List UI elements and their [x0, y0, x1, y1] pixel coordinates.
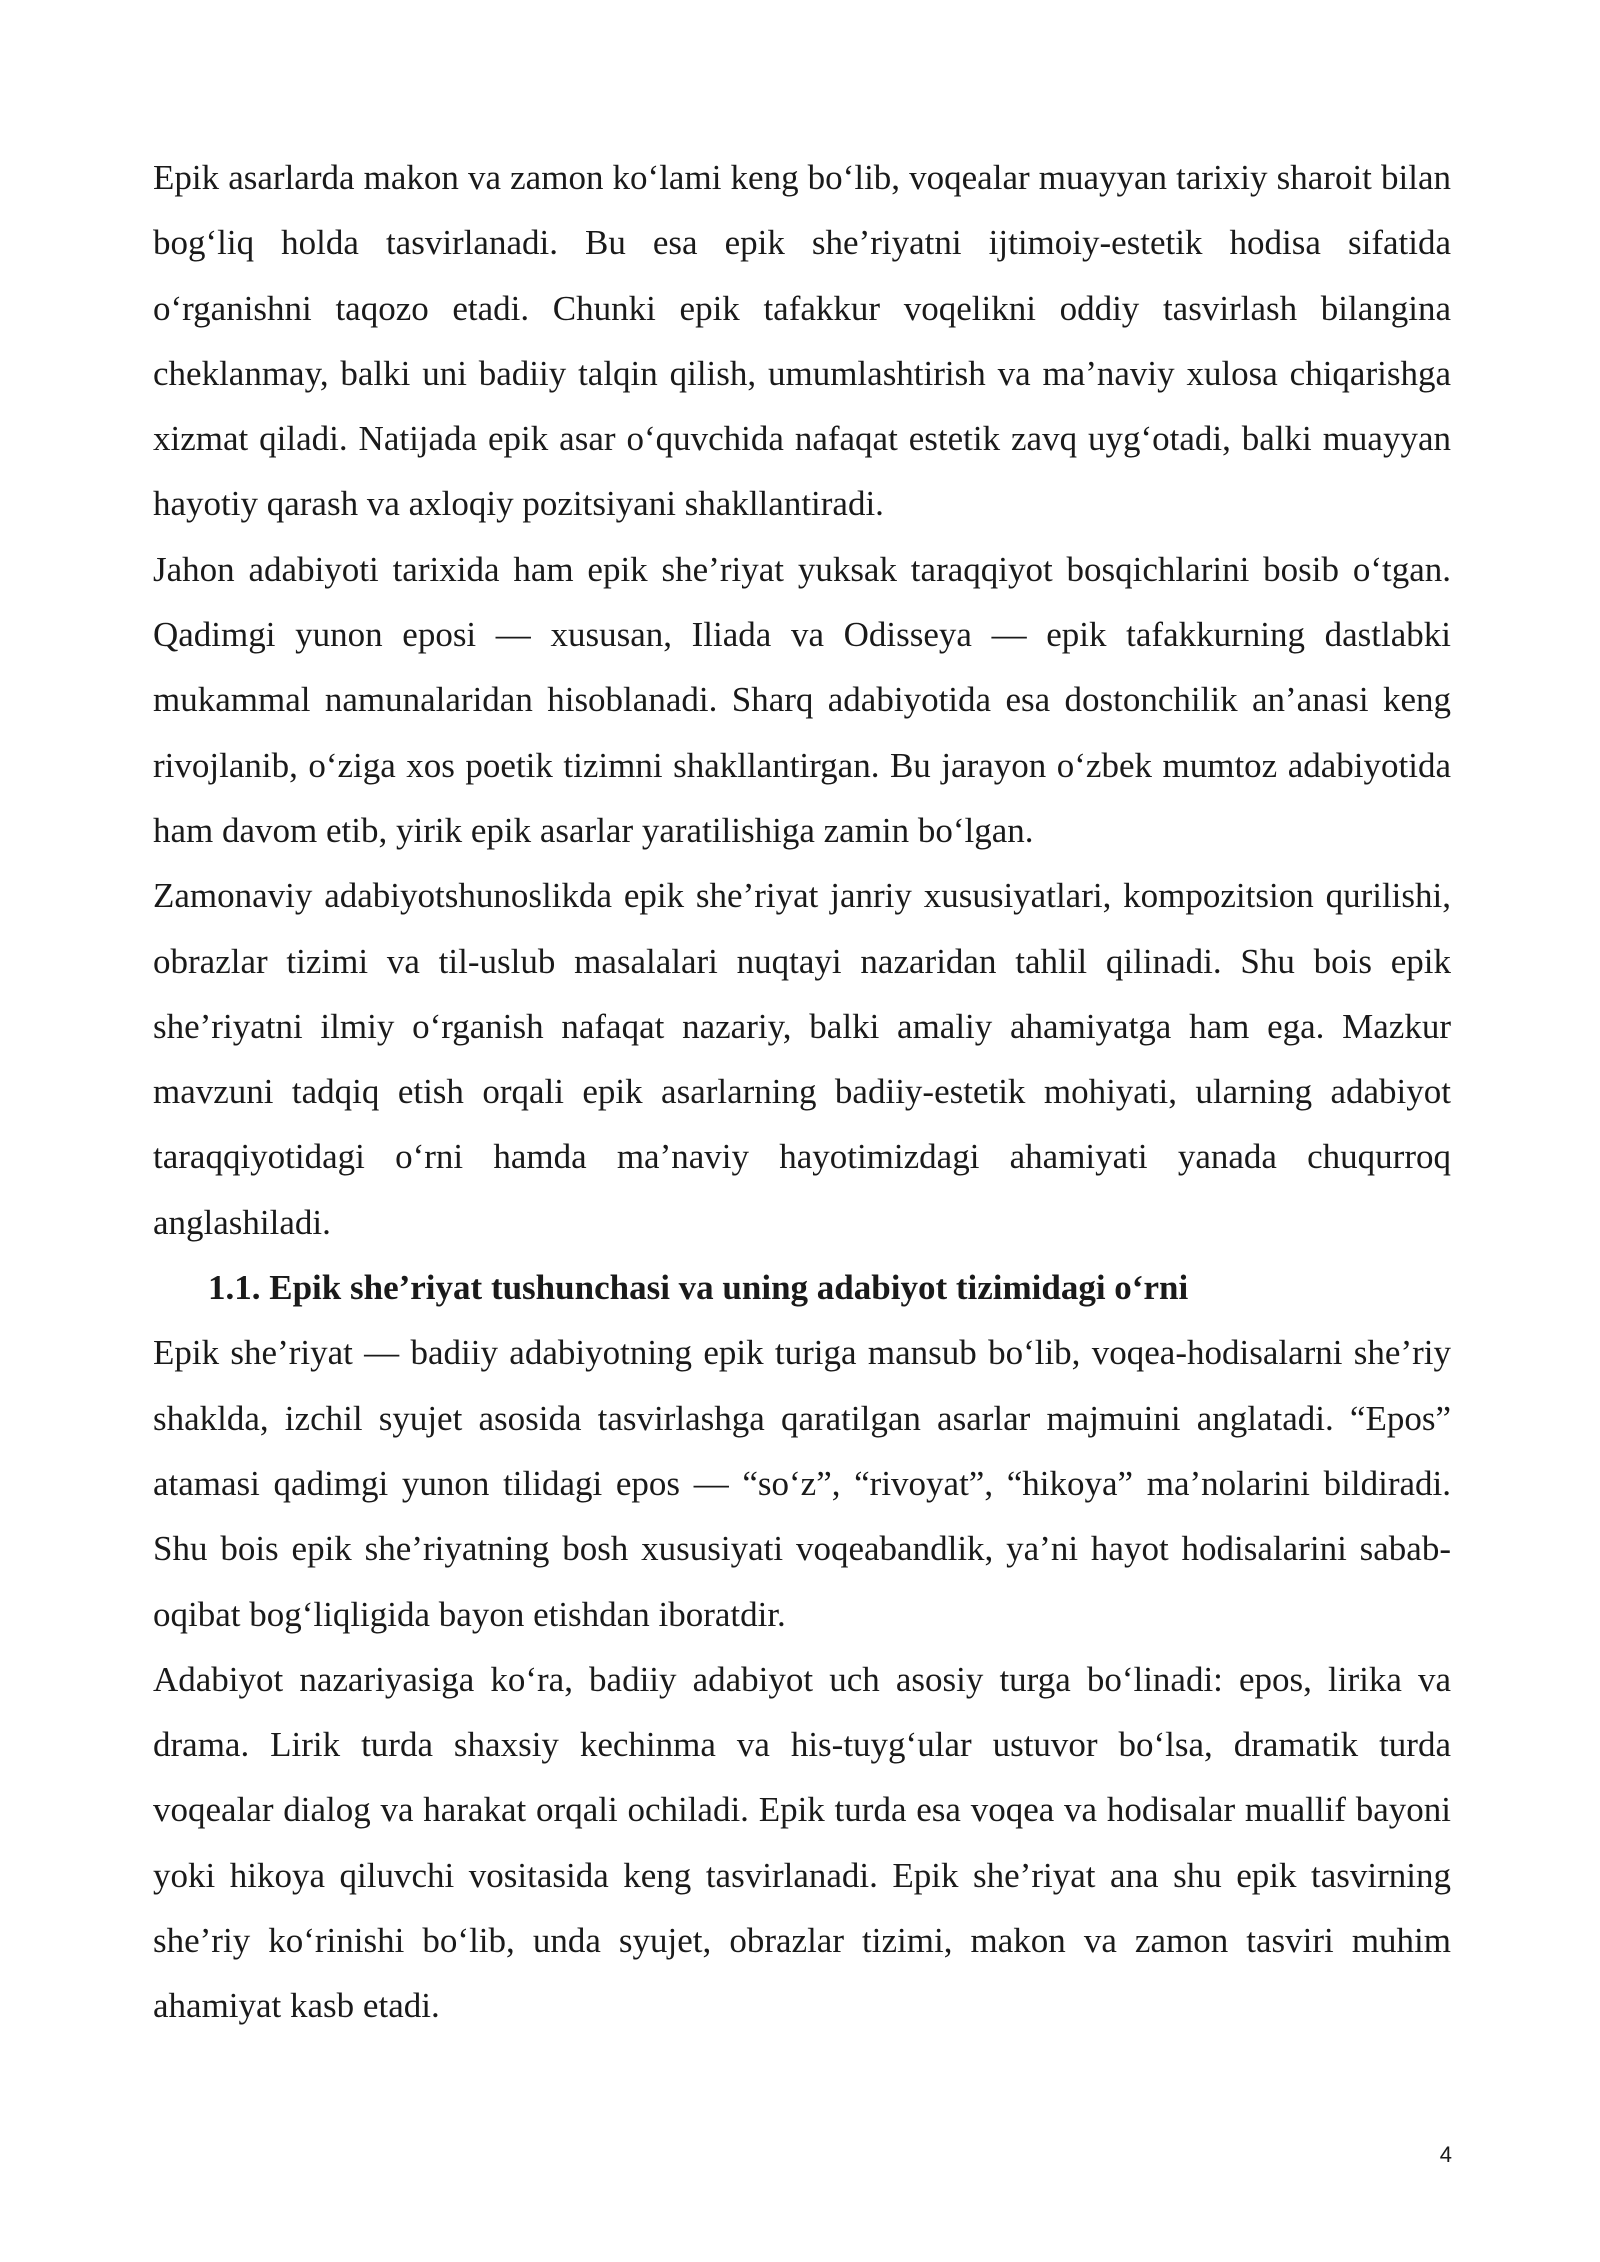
body-paragraph: Zamonaviy adabiyotshunoslikda epik she’riyat janriy xususiyatlari, kompozitsion qurilishi, obrazlar tizimi va til-uslub masalalari nuqtayi nazaridan tahlil qilinadi. Shu bois epik she’riyatni ilmiy o‘rganish nafaqat nazariy, balki amaliy ahamiyatga ham ega. Mazkur mavzuni tadqiq etish orqali epik asarlarning badiiy-estetik mohiyati, ularning adabiyot taraqqiyotidagi o‘rni hamda ma’naviy hayotimizdagi ahamiyati yanada chuqurroq anglashiladi.: [153, 876, 1451, 1242]
section-heading: 1.1. Epik she’riyat tushunchasi va uning adabiyot tizimidagi o‘rni: [208, 1268, 1189, 1308]
body-paragraph: Epik asarlarda makon va zamon ko‘lami keng bo‘lib, voqealar muayyan tarixiy sharoit bilan bog‘liq holda tasvirlanadi. Bu esa epik she’riyatni ijtimoiy-estetik hodisa sifatida o‘rganishni taqozo etadi. Chunki epik tafakkur voqelikni oddiy tasvirlash bilangina cheklanmay, balki uni badiiy talqin qilish, umumlashtirish va ma’naviy xulosa chiqarishga xizmat qiladi. Natijada epik asar o‘quvchida nafaqat estetik zavq uyg‘otadi, balki muayyan hayotiy qarash va axloqiy pozitsiyani shakllantiradi.: [153, 158, 1451, 524]
body-paragraph: Adabiyot nazariyasiga ko‘ra, badiiy adabiyot uch asosiy turga bo‘linadi: epos, lirika va drama. Lirik turda shaxsiy kechinma va his-tuyg‘ular ustuvor bo‘lsa, dramatik turda voqealar dialog va harakat orqali ochiladi. Epik turda esa voqea va hodisalar muallif bayoni yoki hikoya qiluvchi vositasida keng tasvirlanadi. Epik she’riyat ana shu epik tasvirning she’riy ko‘rinishi bo‘lib, unda syujet, obrazlar tizimi, makon va zamon tasviri muhim ahamiyat kasb etadi.: [153, 1659, 1451, 2026]
document-page: [153, 145, 1451, 2039]
page-number: 4: [1439, 2142, 1452, 2167]
body-paragraph: Epik she’riyat — badiiy adabiyotning epik turiga mansub bo‘lib, voqea-hodisalarni she’riy shaklda, izchil syujet asosida tasvirlashga qaratilgan asarlar majmuini anglatadi. “Epos” atamasi qadimgi yunon tilidagi epos — “so‘z”, “rivoyat”, “hikoya” ma’nolarini bildiradi. Shu bois epik she’riyatning bosh xususiyati voqeabandlik, ya’ni hayot hodisalarini sabab-oqibat bog‘liqligida bayon etishdan iboratdir.: [153, 1333, 1451, 1634]
body-paragraph: Jahon adabiyoti tarixida ham epik she’riyat yuksak taraqqiyot bosqichlarini bosib o‘tgan. Qadimgi yunon eposi — xususan, Iliada va Odisseya — epik tafakkurning dastlabki mukammal namunalaridan hisoblanadi. Sharq adabiyotida esa dostonchilik an’anasi keng rivojlanib, o‘ziga xos poetik tizimni shakllantirgan. Bu jarayon o‘zbek mumtoz adabiyotida ham davom etib, yirik epik asarlar yaratilishiga zamin bo‘lgan.: [153, 549, 1451, 850]
